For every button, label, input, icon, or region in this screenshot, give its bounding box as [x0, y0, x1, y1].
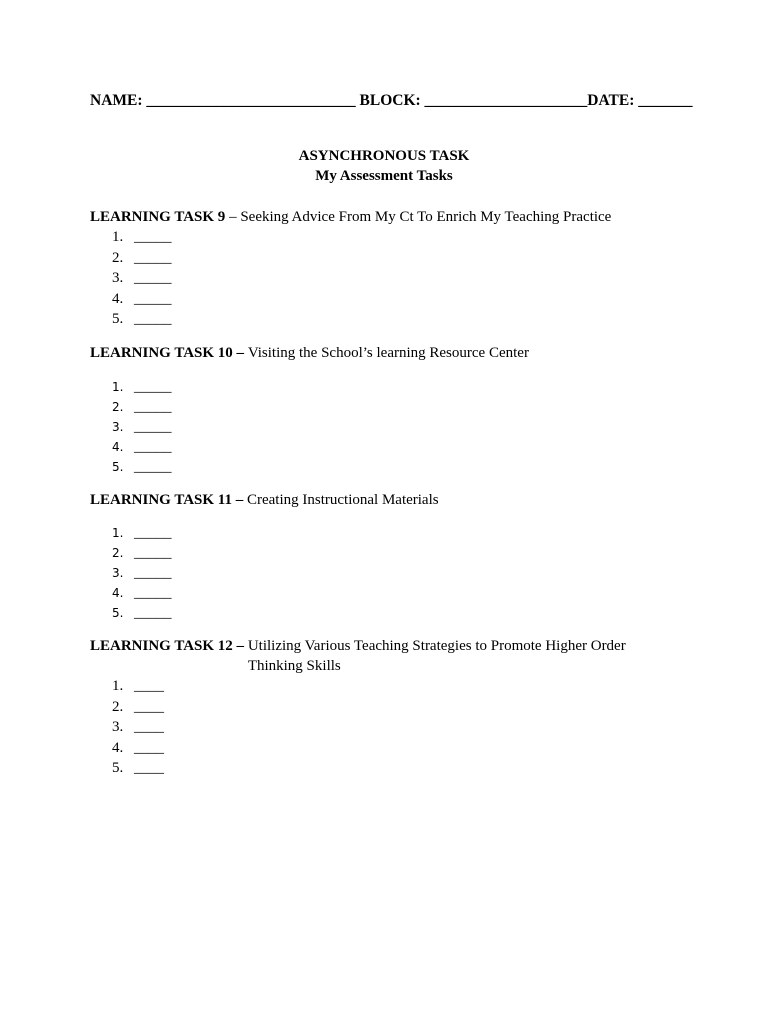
answer-blank: _____ — [134, 290, 172, 307]
answer-blank: _____ — [134, 459, 172, 475]
answer-blank: _____ — [134, 311, 172, 327]
task-description: Seeking Advice From My Ct To Enrich My Teaching Practice — [240, 209, 612, 225]
task-label: LEARNING TASK 11 – — [90, 492, 244, 508]
item-number: 3. — [112, 270, 124, 286]
answer-blank: ____ — [134, 760, 164, 776]
answer-list — [90, 676, 690, 779]
task-label: LEARNING TASK 10 – — [90, 345, 245, 361]
list-item — [90, 417, 690, 437]
item-number: 5. — [112, 460, 124, 474]
task-label: LEARNING TASK 12 – — [90, 638, 245, 654]
answer-blank: _____ — [134, 585, 172, 601]
list-item — [90, 676, 690, 697]
list-item — [90, 457, 690, 477]
learning-task-10 — [90, 343, 690, 477]
answer-blank: ____ — [134, 739, 164, 756]
task-label: LEARNING TASK 9 — [90, 209, 226, 225]
list-item — [90, 738, 690, 759]
item-number: 5. — [112, 760, 124, 776]
list-item — [90, 309, 690, 330]
list-item — [90, 697, 690, 718]
task-heading — [90, 636, 690, 676]
list-item — [90, 717, 690, 738]
item-number: 1. — [112, 229, 124, 245]
answer-blank: ____ — [134, 678, 164, 694]
learning-task-11 — [90, 490, 690, 623]
item-number: 3. — [112, 566, 124, 580]
answer-blank: _____ — [134, 270, 172, 286]
answer-blank: _____ — [134, 565, 172, 581]
answer-blank: _____ — [134, 525, 172, 541]
item-number: 5. — [112, 311, 124, 327]
task-heading — [90, 490, 690, 510]
item-number: 4. — [112, 739, 124, 756]
list-item — [90, 758, 690, 779]
list-item — [90, 248, 690, 269]
item-number: 1. — [112, 380, 124, 394]
answer-blank: _____ — [134, 229, 172, 245]
item-number: 2. — [112, 546, 124, 560]
list-item — [90, 563, 690, 583]
item-number: 1. — [112, 678, 124, 694]
item-number: 3. — [112, 719, 124, 735]
answer-blank: _____ — [134, 439, 172, 455]
item-number: 2. — [112, 249, 124, 266]
item-number: 2. — [112, 698, 124, 715]
answer-blank: _____ — [134, 379, 172, 395]
list-item — [90, 523, 690, 543]
task-heading — [90, 343, 690, 363]
item-number: 3. — [112, 420, 124, 434]
item-number: 4. — [112, 290, 124, 307]
answer-list — [90, 523, 690, 623]
task-description: Utilizing Various Teaching Strategies to Promote Higher Order Thinking Skills — [247, 638, 626, 674]
list-item — [90, 377, 690, 397]
answer-blank: _____ — [134, 605, 172, 621]
title-block — [0, 146, 768, 186]
task-description: Creating Instructional Materials — [246, 492, 439, 508]
task-description: Visiting the School’s learning Resource Center — [247, 345, 529, 361]
task-heading — [90, 207, 690, 227]
list-item — [90, 543, 690, 563]
answer-list — [90, 377, 690, 477]
list-item — [90, 289, 690, 310]
item-number: 4. — [112, 440, 124, 454]
list-item — [90, 603, 690, 623]
learning-task-9 — [90, 207, 690, 330]
learning-task-12 — [90, 636, 690, 779]
list-item — [90, 583, 690, 603]
name-block-date-line: NAME: ___________________________ BLOCK: _____________________DATE: _______ — [90, 92, 693, 109]
list-item — [90, 227, 690, 248]
list-item — [90, 437, 690, 457]
answer-blank: ____ — [134, 719, 164, 735]
list-item — [90, 268, 690, 289]
task-separator: – — [225, 209, 241, 225]
item-number: 1. — [112, 526, 124, 540]
answer-list — [90, 227, 690, 330]
item-number: 2. — [112, 400, 124, 414]
answer-blank: _____ — [134, 249, 172, 266]
item-number: 5. — [112, 606, 124, 620]
page-subtitle: My Assessment Tasks — [315, 168, 453, 184]
answer-blank: _____ — [134, 545, 172, 561]
answer-blank: ____ — [134, 698, 164, 715]
answer-blank: _____ — [134, 399, 172, 415]
answer-blank: _____ — [134, 419, 172, 435]
list-item — [90, 397, 690, 417]
page-title: ASYNCHRONOUS TASK — [298, 148, 470, 164]
item-number: 4. — [112, 586, 124, 600]
